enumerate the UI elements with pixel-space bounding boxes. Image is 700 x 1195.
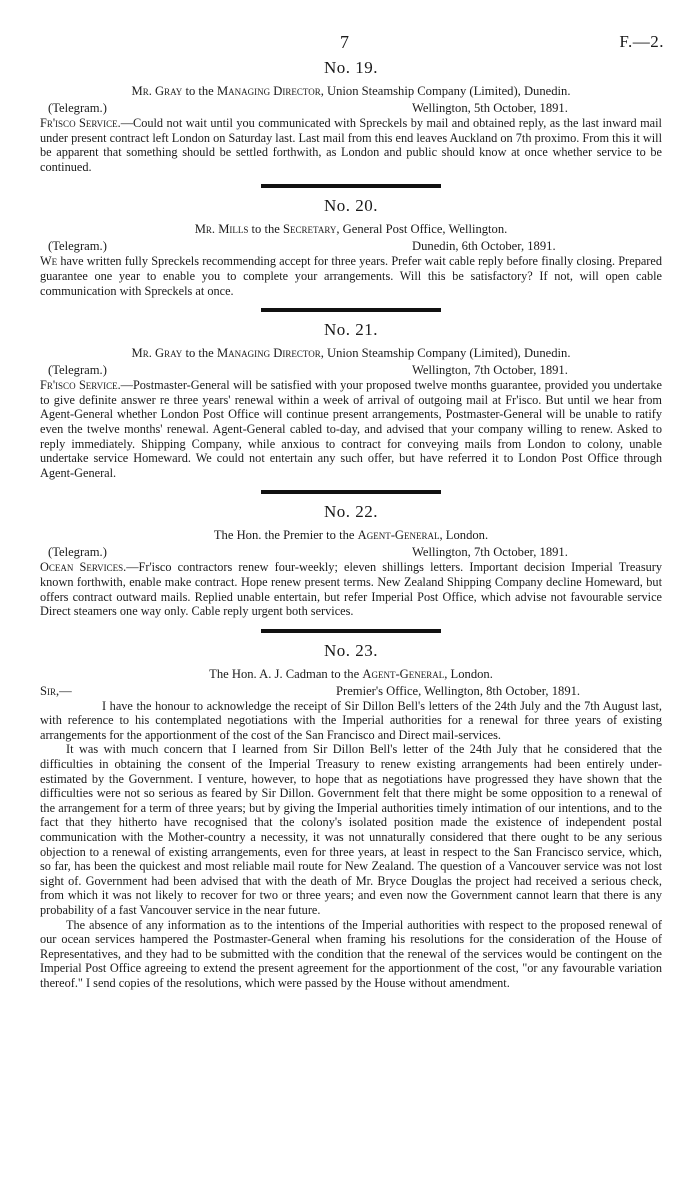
item-heading: The Hon. the Premier to the Agent-General, London. [213,528,489,543]
item-body: We have written fully Spreckels recommending accept for three years. Prefer wait cable reply before finally closing. Prepared guarantee one year to enable you to complete your arrangements. Will this be satisfactory? If not, will open cable communication with Spreckels at once. [40,254,662,298]
item-meta [40,545,662,560]
letter-no-23 [40,641,662,991]
item-meta [40,363,662,378]
item-type: (Telegram.) [48,101,107,115]
item-number: No. 20. [323,196,379,216]
letter-paragraph: I have the honour to acknowledge the receipt of Sir Dillon Bell's letters of the 24th July and the 7th August last, with reference to his contemplated negotiations with the Imperial authorities for a renewal for three years of existing arrangements for the apportionment of the cost of the San Francisco and Direct mail-services. [40,698,662,742]
telegram-no-22 [40,502,662,618]
letter-meta [40,684,662,699]
item-type: (Telegram.) [48,239,107,254]
item-number: No. 19. [323,58,379,77]
telegram-no-19 [40,58,662,174]
item-place-date: Dunedin, 6th October, 1891. [412,239,556,254]
item-place-date: Premier's Office, Wellington, 8th October, 1891. [336,683,581,698]
section-divider [261,308,441,312]
item-place-date: Wellington, 7th October, 1891. [412,545,568,560]
page-number: 7 [340,32,349,52]
item-number: No. 23. [323,640,379,660]
item-meta [40,239,662,254]
item-type: (Telegram.) [48,363,107,378]
item-body: Fr'isco Service.—Could not wait until you communicated with Spreckels by mail and obtained reply, as the last inward mail under present contract left London on Saturday last. Last mail from this end leaves Auckland on 7th proximo. From this it will be apparent that something should be settled forthwith, as London and public should know at once whether service to be continued. [40,116,662,174]
item-number: No. 21. [323,320,379,340]
section-divider [261,490,441,494]
item-place-date: Wellington, 5th October, 1891. [412,101,568,115]
item-body: Fr'isco Service.—Postmaster-General will be satisfied with your proposed twelve months guarantee, provided you undertake to give definite answer re three years' renewal within a week of arrival of outgoing mail at Fr'isco. But until we hear from Agent-General whether London Post Office will continue present arrangements, Postmaster-General will be unable to ratify even the twelve months' renewal. Agent-General cabled to-day, and advised that your company willing to renew. Asked to reply immediately. Shipping Company, while anxious to contract for conveying mails from London to colony, unable undertake service Homeward. We could not entertain any such offer, but have referred it to London Post Office through Agent-General. [40,378,662,480]
item-type: (Telegram.) [48,545,107,560]
telegram-no-20 [40,196,662,298]
document-reference: F.—2. [619,32,664,51]
item-heading: The Hon. A. J. Cadman to the Agent-General, London. [209,666,493,681]
section-divider [261,629,441,633]
item-heading: Mr. Gray to the Managing Director, Union Steamship Company (Limited), Dunedin. [131,346,571,361]
item-place-date: Wellington, 7th October, 1891. [412,363,568,378]
item-meta [40,101,662,116]
letter-paragraph: It was with much concern that I learned from Sir Dillon Bell's letter of the 24th July that he considered that the difficulties in obtaining the consent of the Imperial Treasury to renew existing arrangements had been entirely under-estimated by the Government. I venture, however, to hope that as negotiations have progressed they have shown that the difficulties were not so serious as feared by Sir Dillon. Government felt that there might be some opposition to a renewal of the arrangement for a term of three years; but by giving the Imperial authorities timely intimation of our intentions, and to the fact that they hitherto have recognised that the colony's isolated position made the existence of independent postal communication with the Mother-country a necessity, it was not unnaturally considered that there ought to be any serious objection to a renewal of existing arrangements, even for three years, at least in respect to the San Francisco service, which, so far, has been the quickest and most reliable mail route for New Zealand. The question of a Vancouver service was not lost sight of. Government had been advised that with the death of Mr. Bryce Douglas the project had received a serious check, from which it was not likely to recover for two or three years; and even now the Government cannot learn that there is any probability of a fast Vancouver service in the near future. [40,742,662,917]
telegram-no-21 [40,320,662,480]
section-divider [261,184,441,188]
item-number: No. 22. [323,502,379,522]
item-heading: Mr. Mills to the Secretary, General Post Office, Wellington. [194,222,508,237]
salutation: Sir,— [40,683,72,698]
letter-paragraph: The absence of any information as to the intentions of the Imperial authorities with respect to the proposed renewal of our ocean services hampered the Postmaster-General when framing his resolutions for the consideration of the House of Representatives, and they had to be submitted with the condition that the renewal of the services would be contingent on the Imperial Post Office agreeing to extend the present agreement for the apportionment of the cost, "or any favourable variation thereof." I send copies of the resolutions, which were passed by the House without amendment. [40,917,662,990]
item-heading: Mr. Gray to the Managing Director, Union Steamship Company (Limited), Dunedin. [131,84,571,98]
item-body: Ocean Services.—Fr'isco contractors renew four-weekly; eleven shillings letters. Important decision Imperial Treasury known forthwith, enable make contract. Hope renew present terms. New Zealand Shipping Company decline Homeward, but offers contract outward mails. Replied unable entertain, but refer Imperial Post Office, which advise not favourable service Direct steamers one way only. Cable reply urgent both services. [40,560,662,619]
running-head [40,30,662,50]
